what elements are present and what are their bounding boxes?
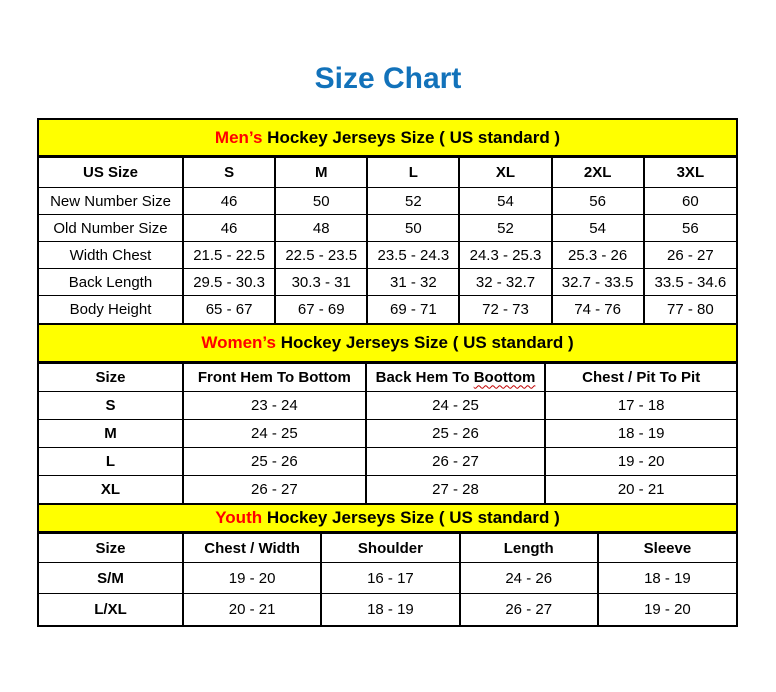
cell-value: 67 - 69 — [275, 296, 367, 323]
cell-value: 56 — [644, 215, 736, 242]
cell-value: 46 — [183, 188, 275, 215]
table-row — [39, 188, 736, 215]
cell-value: 25 - 26 — [183, 447, 366, 475]
cell-value: 32 - 32.7 — [459, 269, 551, 296]
row-label: S/M — [39, 563, 183, 594]
cell-value: 50 — [367, 215, 459, 242]
cell-value: 72 - 73 — [459, 296, 551, 323]
cell-value: 25.3 - 26 — [552, 242, 644, 269]
table-row — [39, 215, 736, 242]
column-header: Sleeve — [598, 534, 736, 563]
section-band-men — [39, 120, 736, 157]
band-men-highlight: Men’s — [214, 127, 263, 147]
cell-value: 19 - 20 — [598, 594, 736, 625]
cell-value: 18 - 19 — [321, 594, 459, 625]
cell-value: 26 - 27 — [460, 594, 598, 625]
table-row — [39, 296, 736, 323]
cell-value: 77 - 80 — [644, 296, 736, 323]
table-row — [39, 269, 736, 296]
cell-value: 23.5 - 24.3 — [367, 242, 459, 269]
cell-value: 33.5 - 34.6 — [644, 269, 736, 296]
section-band-women — [39, 323, 736, 363]
cell-value: 20 - 21 — [545, 475, 736, 503]
column-header: Front Hem To Bottom — [183, 363, 366, 391]
cell-value: 24 - 25 — [183, 419, 366, 447]
cell-value: 74 - 76 — [552, 296, 644, 323]
cell-value: 65 - 67 — [183, 296, 275, 323]
column-header: Chest / Pit To Pit — [545, 363, 736, 391]
header-row — [39, 534, 736, 563]
column-header: XL — [459, 158, 551, 188]
cell-value: 56 — [552, 188, 644, 215]
cell-value: 21.5 - 22.5 — [183, 242, 275, 269]
column-header: Size — [39, 363, 183, 391]
cell-value: 31 - 32 — [367, 269, 459, 296]
column-header: Size — [39, 534, 183, 563]
table-row — [39, 242, 736, 269]
band-youth-rest: Hockey Jerseys Size ( US standard ) — [262, 508, 560, 527]
row-label: L/XL — [39, 594, 183, 625]
row-label: New Number Size — [39, 188, 183, 215]
header-row — [39, 158, 736, 188]
column-header: L — [367, 158, 459, 188]
cell-value: 26 - 27 — [366, 447, 546, 475]
cell-value: 24.3 - 25.3 — [459, 242, 551, 269]
cell-value: 32.7 - 33.5 — [552, 269, 644, 296]
table-row — [39, 447, 736, 475]
cell-value: 17 - 18 — [545, 391, 736, 419]
column-header: Length — [460, 534, 598, 563]
band-women-highlight: Women’s — [201, 332, 276, 352]
cell-value: 23 - 24 — [183, 391, 366, 419]
cell-value: 54 — [459, 188, 551, 215]
cell-value: 19 - 20 — [183, 563, 321, 594]
cell-value: 27 - 28 — [366, 475, 546, 503]
row-label: XL — [39, 475, 183, 503]
row-label: S — [39, 391, 183, 419]
band-women-rest: Hockey Jerseys Size ( US standard ) — [275, 332, 574, 352]
table-row — [39, 391, 736, 419]
men-size-table — [39, 157, 736, 323]
youth-size-table — [39, 533, 736, 625]
row-label: Width Chest — [39, 242, 183, 269]
cell-value: 20 - 21 — [183, 594, 321, 625]
cell-value: 22.5 - 23.5 — [275, 242, 367, 269]
column-header-text: Back Hem To — [375, 368, 474, 386]
misspelled-word: Boottom — [473, 368, 536, 386]
cell-value: 69 - 71 — [367, 296, 459, 323]
cell-value: 54 — [552, 215, 644, 242]
header-row — [39, 363, 736, 391]
cell-value: 24 - 26 — [460, 563, 598, 594]
band-men-rest: Hockey Jerseys Size ( US standard ) — [262, 127, 561, 147]
column-header: US Size — [39, 158, 183, 188]
band-youth-highlight: Youth — [215, 508, 263, 527]
cell-value: 25 - 26 — [366, 419, 546, 447]
column-header: 3XL — [644, 158, 736, 188]
row-label: Old Number Size — [39, 215, 183, 242]
row-label: Body Height — [39, 296, 183, 323]
cell-value: 26 - 27 — [183, 475, 366, 503]
cell-value: 19 - 20 — [545, 447, 736, 475]
cell-value: 16 - 17 — [321, 563, 459, 594]
row-label: Back Length — [39, 269, 183, 296]
cell-value: 48 — [275, 215, 367, 242]
cell-value: 24 - 25 — [366, 391, 546, 419]
cell-value: 18 - 19 — [545, 419, 736, 447]
cell-value: 52 — [367, 188, 459, 215]
column-header: M — [275, 158, 367, 188]
column-header: S — [183, 158, 275, 188]
size-chart-container — [37, 118, 738, 627]
cell-value: 52 — [459, 215, 551, 242]
women-size-table — [39, 363, 736, 504]
column-header — [366, 363, 546, 391]
table-row — [39, 475, 736, 503]
cell-value: 18 - 19 — [598, 563, 736, 594]
row-label: L — [39, 447, 183, 475]
column-header: 2XL — [552, 158, 644, 188]
page-title: Size Chart — [314, 62, 462, 95]
cell-value: 50 — [275, 188, 367, 215]
table-row — [39, 563, 736, 594]
table-row — [39, 419, 736, 447]
row-label: M — [39, 419, 183, 447]
cell-value: 26 - 27 — [644, 242, 736, 269]
cell-value: 60 — [644, 188, 736, 215]
column-header: Chest / Width — [183, 534, 321, 563]
column-header: Shoulder — [321, 534, 459, 563]
section-band-youth — [39, 503, 736, 533]
cell-value: 29.5 - 30.3 — [183, 269, 275, 296]
cell-value: 46 — [183, 215, 275, 242]
table-row — [39, 594, 736, 625]
cell-value: 30.3 - 31 — [275, 269, 367, 296]
